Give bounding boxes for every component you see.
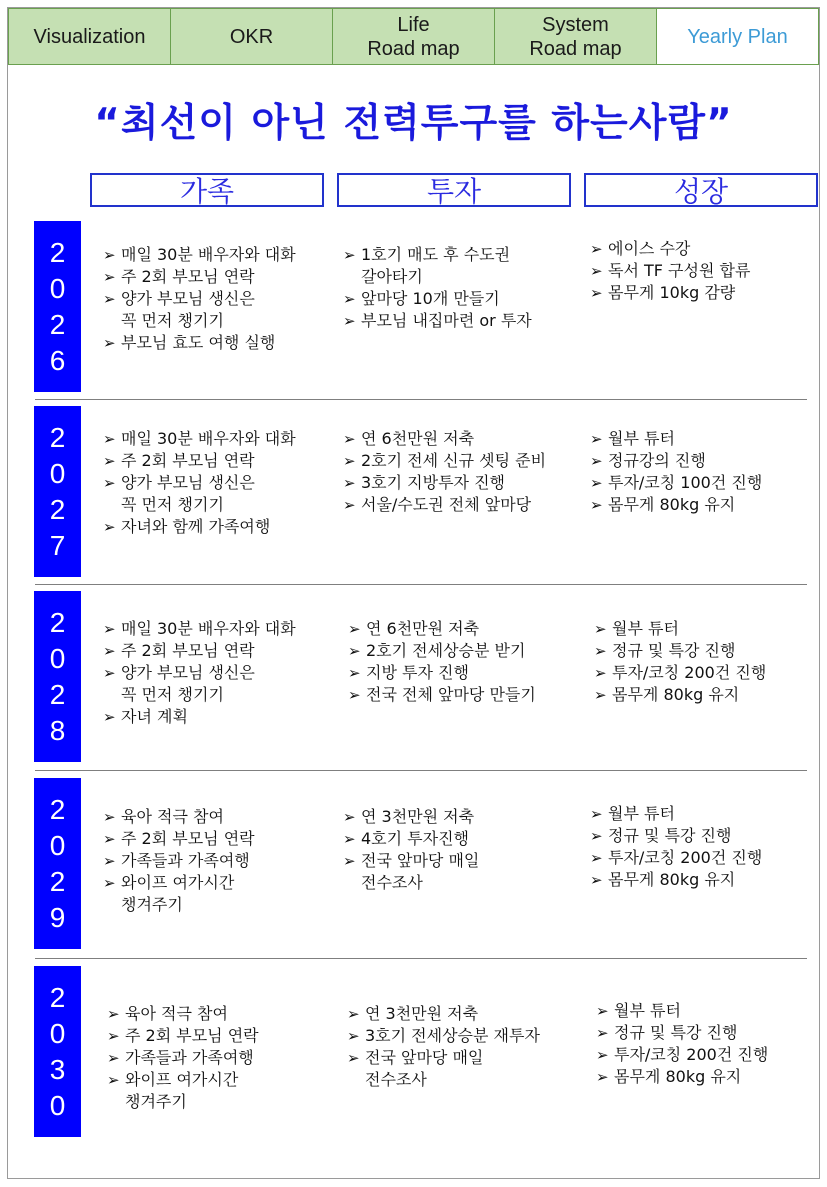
year-digit: 9 xyxy=(49,901,66,933)
list-item: ➢ 2호기 전세 신규 셋팅 준비 xyxy=(343,450,588,472)
growth-goals xyxy=(596,1000,818,1088)
list-item: ➢ 월부 튜터 xyxy=(594,618,816,640)
list-item: ➢ 몸무게 80kg 유지 xyxy=(594,684,816,706)
list-item: ➢ 매일 30분 배우자와 대화 xyxy=(103,428,333,450)
list-item: ➢ 전국 앞마당 매일 전수조사 xyxy=(347,1047,592,1091)
page-title: “최선이 아닌 전력투구를 하는사람” xyxy=(94,101,733,146)
family-goals xyxy=(103,618,333,728)
row-divider xyxy=(35,958,807,959)
list-item: ➢ 정규강의 진행 xyxy=(590,450,815,472)
list-item: ➢ 독서 TF 구성원 합류 xyxy=(590,260,815,282)
list-item: ➢ 몸무게 80kg 유지 xyxy=(596,1066,818,1088)
invest-goals xyxy=(343,806,583,894)
year-digit: 2 xyxy=(49,236,66,268)
category-header-growth: 성장 xyxy=(584,173,818,207)
year-label xyxy=(34,966,81,1137)
list-item: ➢ 몸무게 80kg 유지 xyxy=(590,494,815,516)
list-item: ➢ 와이프 여가시간 챙겨주기 xyxy=(107,1069,337,1113)
list-item: ➢ 앞마당 10개 만들기 xyxy=(343,288,583,310)
family-goals xyxy=(103,244,333,354)
year-digit: 0 xyxy=(49,829,66,861)
list-item: ➢ 자녀와 함께 가족여행 xyxy=(103,516,333,538)
list-item: ➢ 정규 및 특강 진행 xyxy=(594,640,816,662)
list-item: ➢ 투자/코칭 200건 진행 xyxy=(590,847,815,869)
family-goals xyxy=(103,428,333,538)
list-item: ➢ 몸무게 10kg 감량 xyxy=(590,282,815,304)
tab-visualization[interactable]: Visualization xyxy=(8,8,170,65)
list-item: ➢ 전국 전체 앞마당 만들기 xyxy=(348,684,588,706)
list-item: ➢ 월부 튜터 xyxy=(596,1000,818,1022)
list-item: ➢ 정규 및 특강 진행 xyxy=(596,1022,818,1044)
list-item: ➢ 연 3천만원 저축 xyxy=(343,806,583,828)
list-item: ➢ 부모님 내집마련 or 투자 xyxy=(343,310,583,332)
list-item: ➢ 양가 부모님 생신은 꼭 먼저 챙기기 xyxy=(103,472,333,516)
list-item: ➢ 투자/코칭 200건 진행 xyxy=(594,662,816,684)
growth-goals xyxy=(590,238,815,304)
list-item: ➢ 연 6천만원 저축 xyxy=(343,428,588,450)
list-item: ➢ 육아 적극 참여 xyxy=(103,806,333,828)
family-goals xyxy=(103,806,333,916)
row-divider xyxy=(35,770,807,771)
list-item: ➢ 연 6천만원 저축 xyxy=(348,618,588,640)
year-digit: 0 xyxy=(49,457,66,489)
list-item: ➢ 투자/코칭 200건 진행 xyxy=(596,1044,818,1066)
list-item: ➢ 매일 30분 배우자와 대화 xyxy=(103,618,333,640)
year-digit: 2 xyxy=(49,981,66,1013)
invest-goals xyxy=(347,1003,592,1091)
list-item: ➢ 월부 튜터 xyxy=(590,803,815,825)
list-item: ➢ 매일 30분 배우자와 대화 xyxy=(103,244,333,266)
list-item: ➢ 몸무게 80kg 유지 xyxy=(590,869,815,891)
year-label xyxy=(34,591,81,762)
list-item: ➢ 월부 튜터 xyxy=(590,428,815,450)
year-digit: 2 xyxy=(49,678,66,710)
category-header-family: 가족 xyxy=(90,173,324,207)
list-item: ➢ 주 2회 부모님 연락 xyxy=(107,1025,337,1047)
tab-okr[interactable]: OKR xyxy=(170,8,332,65)
growth-goals xyxy=(590,803,815,891)
tab-yearly-plan[interactable]: Yearly Plan xyxy=(656,8,819,65)
list-item: ➢ 1호기 매도 후 수도권 갈아타기 xyxy=(343,244,583,288)
year-digit: 0 xyxy=(49,1017,66,1049)
growth-goals xyxy=(590,428,815,516)
list-item: ➢ 양가 부모님 생신은 꼭 먼저 챙기기 xyxy=(103,662,333,706)
year-digit: 7 xyxy=(49,529,66,561)
row-divider xyxy=(35,399,807,400)
year-digit: 2 xyxy=(49,865,66,897)
list-item: ➢ 서울/수도권 전체 앞마당 xyxy=(343,494,588,516)
year-digit: 8 xyxy=(49,714,66,746)
list-item: ➢ 가족들과 가족여행 xyxy=(103,850,333,872)
year-digit: 2 xyxy=(49,793,66,825)
invest-goals xyxy=(343,244,583,332)
list-item: ➢ 투자/코칭 100건 진행 xyxy=(590,472,815,494)
list-item: ➢ 주 2회 부모님 연락 xyxy=(103,450,333,472)
list-item: ➢ 와이프 여가시간 챙겨주기 xyxy=(103,872,333,916)
nav-tabs xyxy=(8,8,819,65)
list-item: ➢ 가족들과 가족여행 xyxy=(107,1047,337,1069)
family-goals xyxy=(107,1003,337,1113)
tab-life-road-map[interactable]: Life Road map xyxy=(332,8,494,65)
list-item: ➢ 주 2회 부모님 연락 xyxy=(103,828,333,850)
list-item: ➢ 정규 및 특강 진행 xyxy=(590,825,815,847)
year-digit: 0 xyxy=(49,272,66,304)
list-item: ➢ 에이스 수강 xyxy=(590,238,815,260)
year-digit: 0 xyxy=(49,1089,66,1121)
growth-goals xyxy=(594,618,816,706)
year-digit: 0 xyxy=(49,642,66,674)
year-digit: 6 xyxy=(49,344,66,376)
list-item: ➢ 4호기 투자진행 xyxy=(343,828,583,850)
list-item: ➢ 부모님 효도 여행 실행 xyxy=(103,332,333,354)
year-digit: 3 xyxy=(49,1053,66,1085)
list-item: ➢ 전국 앞마당 매일 전수조사 xyxy=(343,850,583,894)
year-digit: 2 xyxy=(49,493,66,525)
invest-goals xyxy=(348,618,588,706)
list-item: ➢ 지방 투자 진행 xyxy=(348,662,588,684)
list-item: ➢ 주 2회 부모님 연락 xyxy=(103,640,333,662)
year-label xyxy=(34,406,81,577)
invest-goals xyxy=(343,428,588,516)
year-label xyxy=(34,778,81,949)
list-item: ➢ 주 2회 부모님 연락 xyxy=(103,266,333,288)
list-item: ➢ 3호기 전세상승분 재투자 xyxy=(347,1025,592,1047)
list-item: ➢ 자녀 계획 xyxy=(103,706,333,728)
list-item: ➢ 연 3천만원 저축 xyxy=(347,1003,592,1025)
year-digit: 2 xyxy=(49,308,66,340)
year-label xyxy=(34,221,81,392)
tab-system-road-map[interactable]: System Road map xyxy=(494,8,656,65)
year-digit: 2 xyxy=(49,421,66,453)
list-item: ➢ 육아 적극 참여 xyxy=(107,1003,337,1025)
list-item: ➢ 3호기 지방투자 진행 xyxy=(343,472,588,494)
year-digit: 2 xyxy=(49,606,66,638)
category-header-invest: 투자 xyxy=(337,173,571,207)
list-item: ➢ 양가 부모님 생신은 꼭 먼저 챙기기 xyxy=(103,288,333,332)
list-item: ➢ 2호기 전세상승분 받기 xyxy=(348,640,588,662)
row-divider xyxy=(35,584,807,585)
